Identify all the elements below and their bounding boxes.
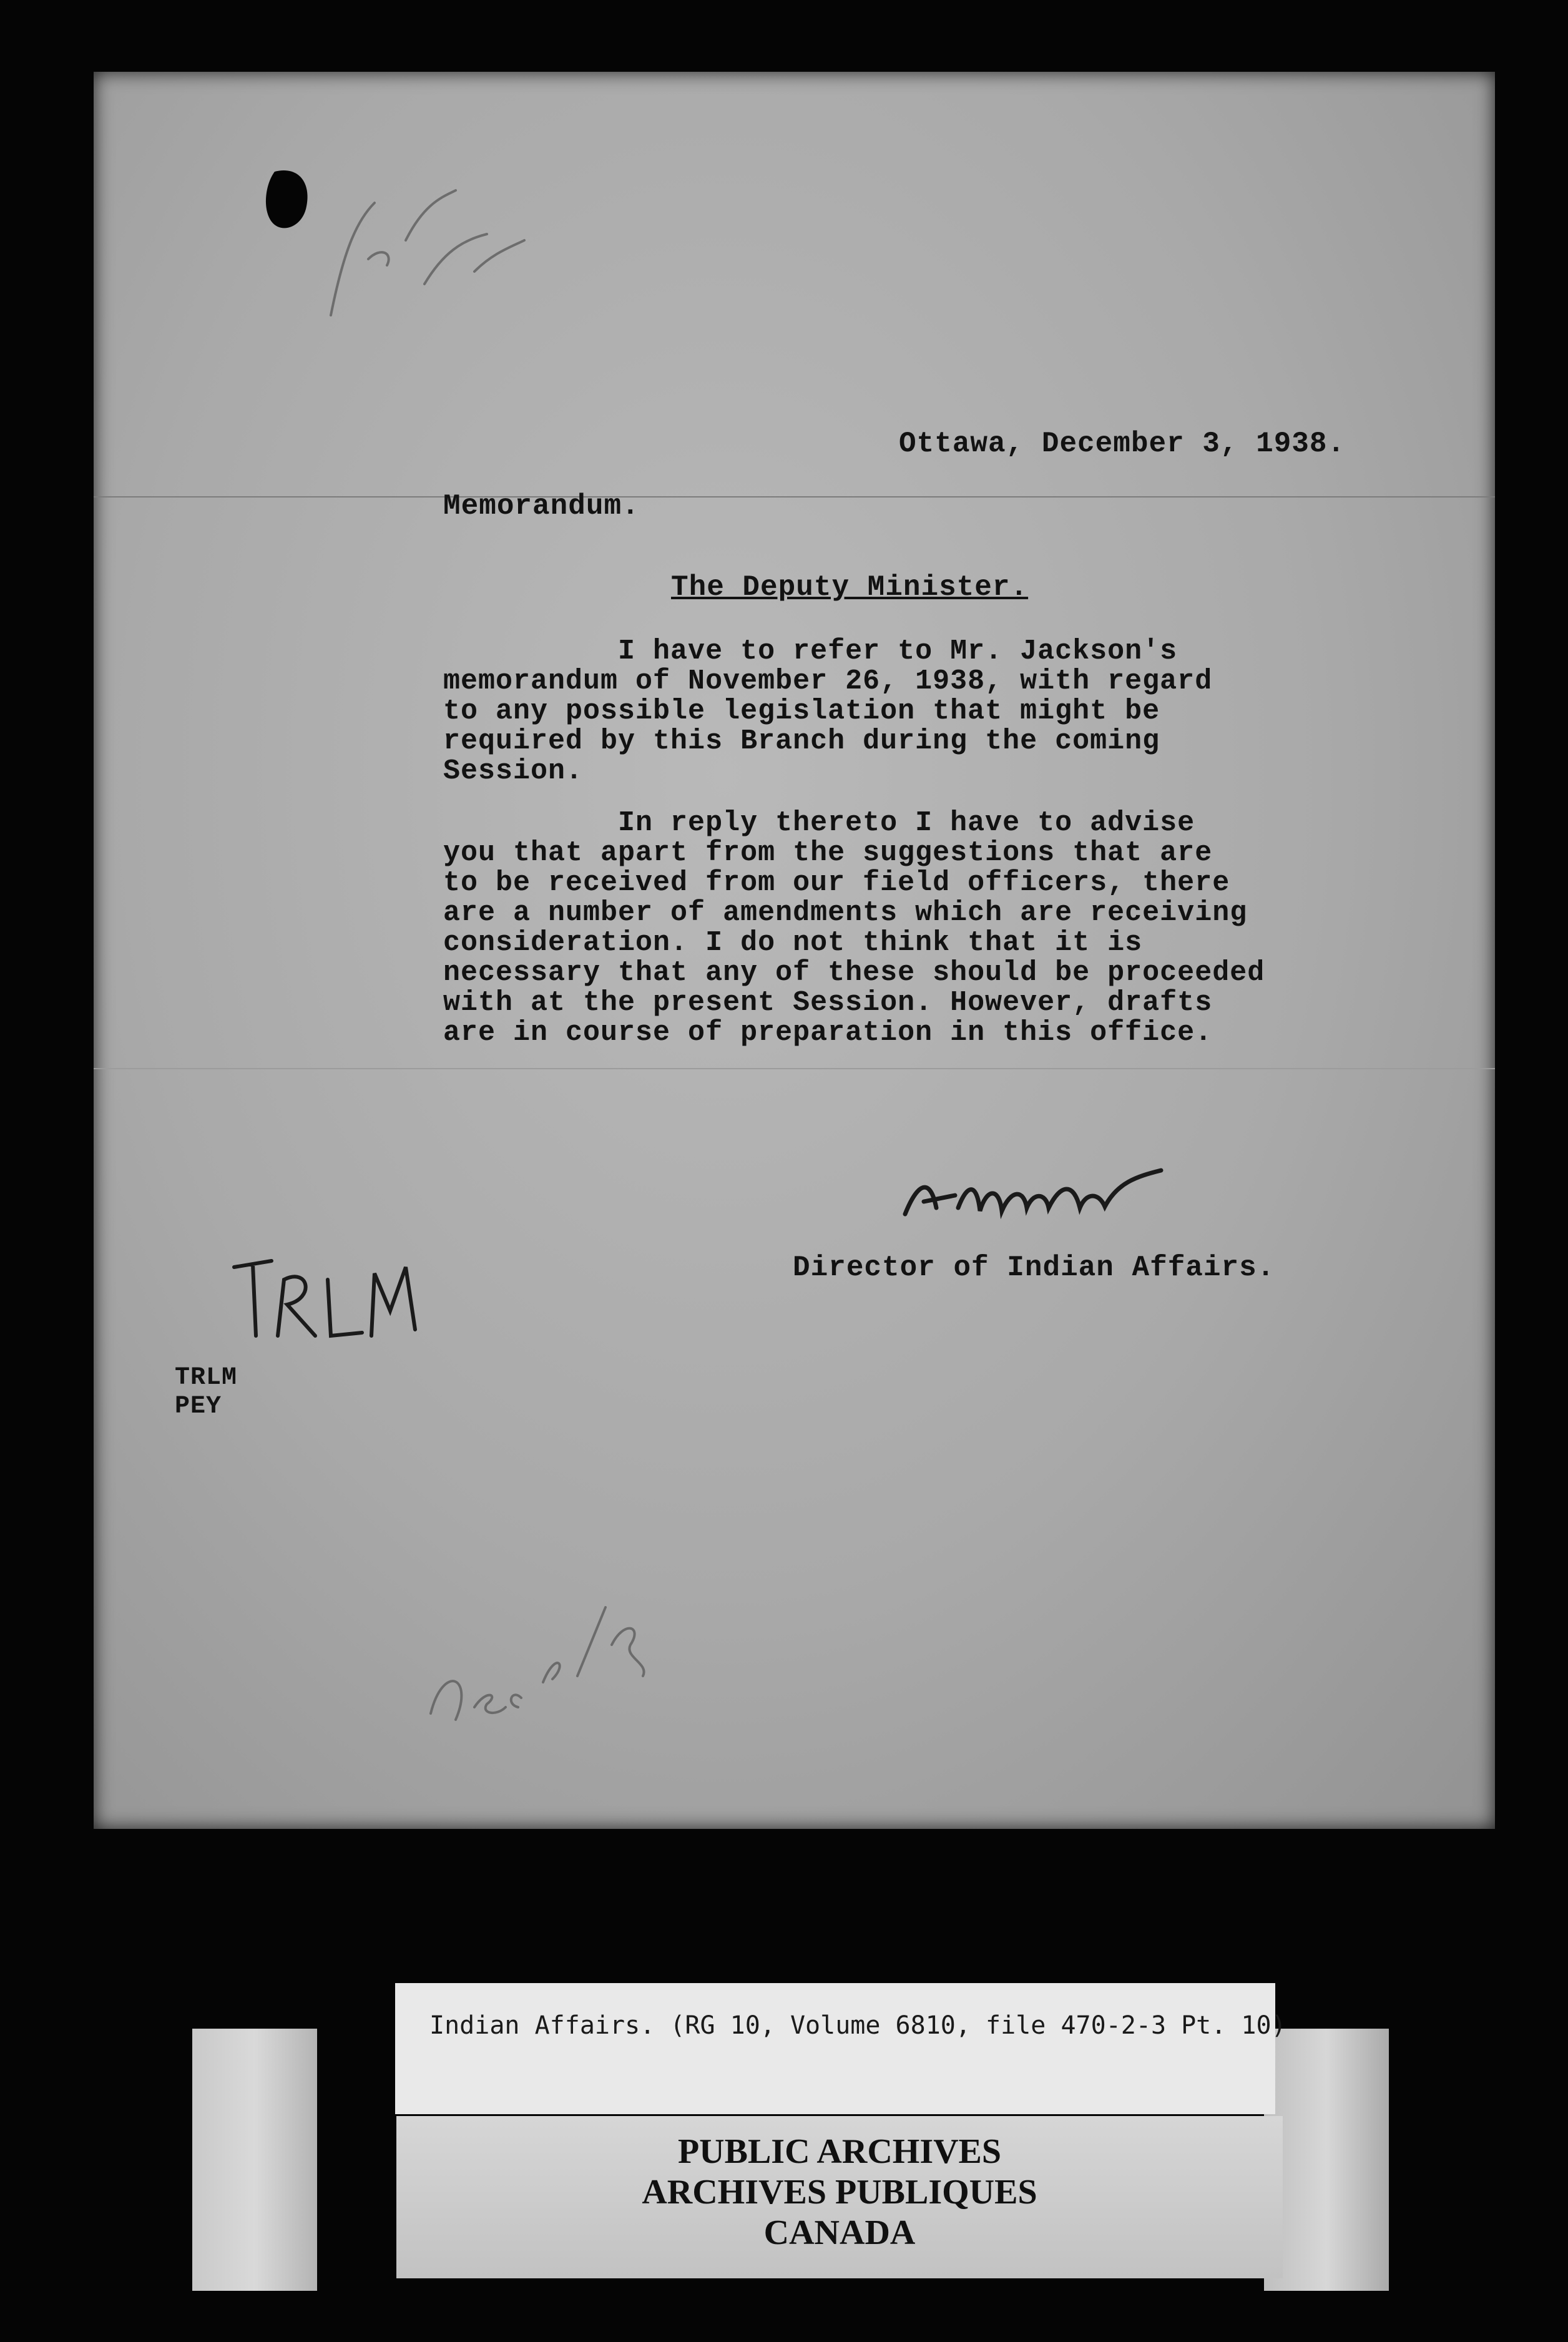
archive-holder-left: [192, 2029, 317, 2291]
archive-stamp: [396, 2116, 1283, 2278]
stamp-line-3: CANADA: [763, 2213, 916, 2252]
stamp-line-1: PUBLIC ARCHIVES: [677, 2132, 1002, 2171]
document-page: [94, 72, 1495, 1829]
paragraph-2: In reply thereto I have to advise you that apart from the suggestions that are to be received from our field officers, there are a number of amendments which are receiving consideration. I do not think that it is necessary that any of these should be proceeded with at the present Session. However, drafts are in course of preparation in this office.: [443, 807, 1265, 1049]
pencil-margin-note: [300, 128, 549, 378]
memo-label: Memorandum.: [443, 490, 640, 522]
pencil-date-note: [418, 1570, 680, 1745]
handwritten-initials: [228, 1242, 434, 1348]
dateline: Ottawa, December 3, 1938.: [899, 428, 1346, 460]
signature-title: Director of Indian Affairs.: [793, 1252, 1275, 1284]
fold-line: [94, 1068, 1495, 1069]
stamp-line-2: ARCHIVES PUBLIQUES: [642, 2173, 1037, 2212]
archive-holder-right: [1264, 2029, 1389, 2291]
addressee: The Deputy Minister.: [671, 571, 1029, 604]
fold-line: [94, 496, 1495, 497]
archive-reference: Indian Affairs. (RG 10, Volume 6810, file 470-2-3 Pt. 10): [429, 2011, 1286, 2040]
paragraph-1: I have to refer to Mr. Jackson's memorandum of November 26, 1938, with regard to any possible legislation that might be required by this Branch during the coming Session.: [443, 635, 1213, 787]
archive-reference-card: [395, 1983, 1286, 2114]
handwritten-signature: [899, 1158, 1180, 1239]
typist-initials: TRLM PEY: [175, 1364, 238, 1421]
